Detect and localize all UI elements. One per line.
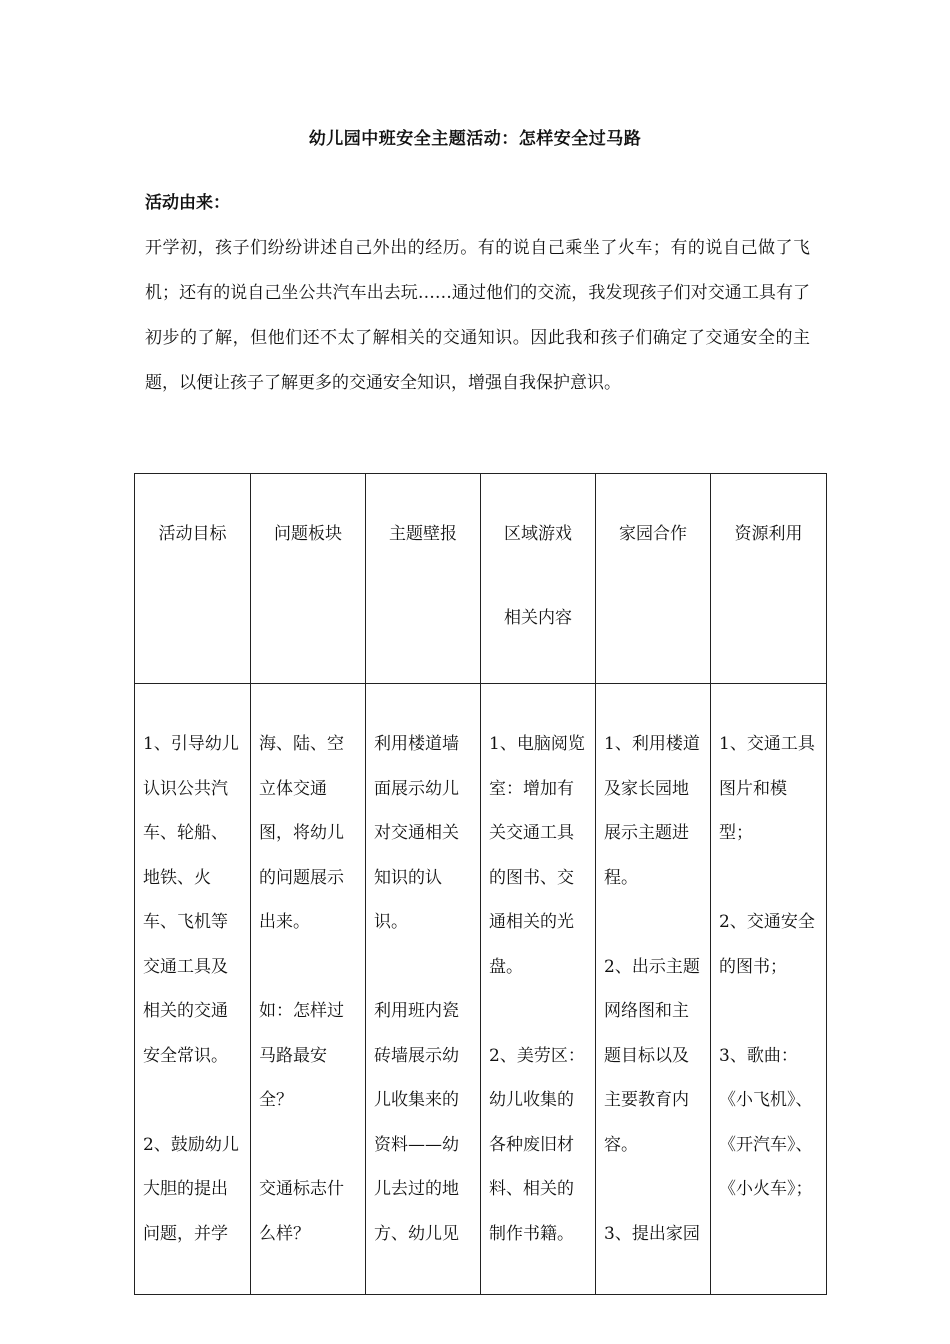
- intro-paragraph: [145, 226, 810, 406]
- header-home: 家园合作: [596, 474, 711, 684]
- header-area-games: 区域游戏 相关内容: [481, 474, 596, 684]
- header-goals: 活动目标: [135, 474, 251, 684]
- activity-table: [134, 473, 827, 1295]
- cell-wall: 利用楼道墙面展示幼儿对交通相关知识的认识。 利用班内瓷砖墙展示幼儿收集来的资料——幼儿去过的地方、幼儿见: [366, 684, 481, 1295]
- cell-questions: 海、陆、空立体交通图，将幼儿的问题展示出来。 如：怎样过马路最安全？ 交通标志什么样？: [251, 684, 366, 1295]
- table-row: [135, 684, 827, 1295]
- cell-goals: 1、引导幼儿认识公共汽车、轮船、地铁、火车、飞机等交通工具及相关的交通安全常识。 2、鼓励幼儿大胆的提出问题，并学: [135, 684, 251, 1295]
- header-questions: 问题板块: [251, 474, 366, 684]
- intro-text: 开学初，孩子们纷纷讲述自己外出的经历。有的说自己乘坐了火车；有的说自己做了飞机；还有的说自己坐公共汽车出去玩……通过他们的交流，我发现孩子们对交通工具有了初步的了解，但他们还不太了解相关的交通知识。因此我和孩子们确定了交通安全的主题，以便让孩子了解更多的交通安全知识，增强自我保护意识。: [145, 238, 810, 393]
- table-header-row: [135, 474, 827, 684]
- cell-resources: 1、交通工具图片和模型； 2、交通安全的图书； 3、歌曲： 《小飞机》、 《开汽车》、 《小火车》；: [711, 684, 827, 1295]
- cell-home: 1、利用楼道及家长园地展示主题进程。 2、出示主题网络图和主题目标以及主要教育内容。 3、提出家园: [596, 684, 711, 1295]
- header-resources: 资源利用: [711, 474, 827, 684]
- section-heading: 活动由来：: [145, 193, 230, 213]
- cell-area-games: 1、电脑阅览室：增加有关交通工具的图书、交通相关的光盘。 2、美劳区：幼儿收集的各种废旧材料、相关的制作书籍。: [481, 684, 596, 1295]
- document-title: 幼儿园中班安全主题活动：怎样安全过马路: [308, 129, 642, 149]
- header-wall: 主题壁报: [366, 474, 481, 684]
